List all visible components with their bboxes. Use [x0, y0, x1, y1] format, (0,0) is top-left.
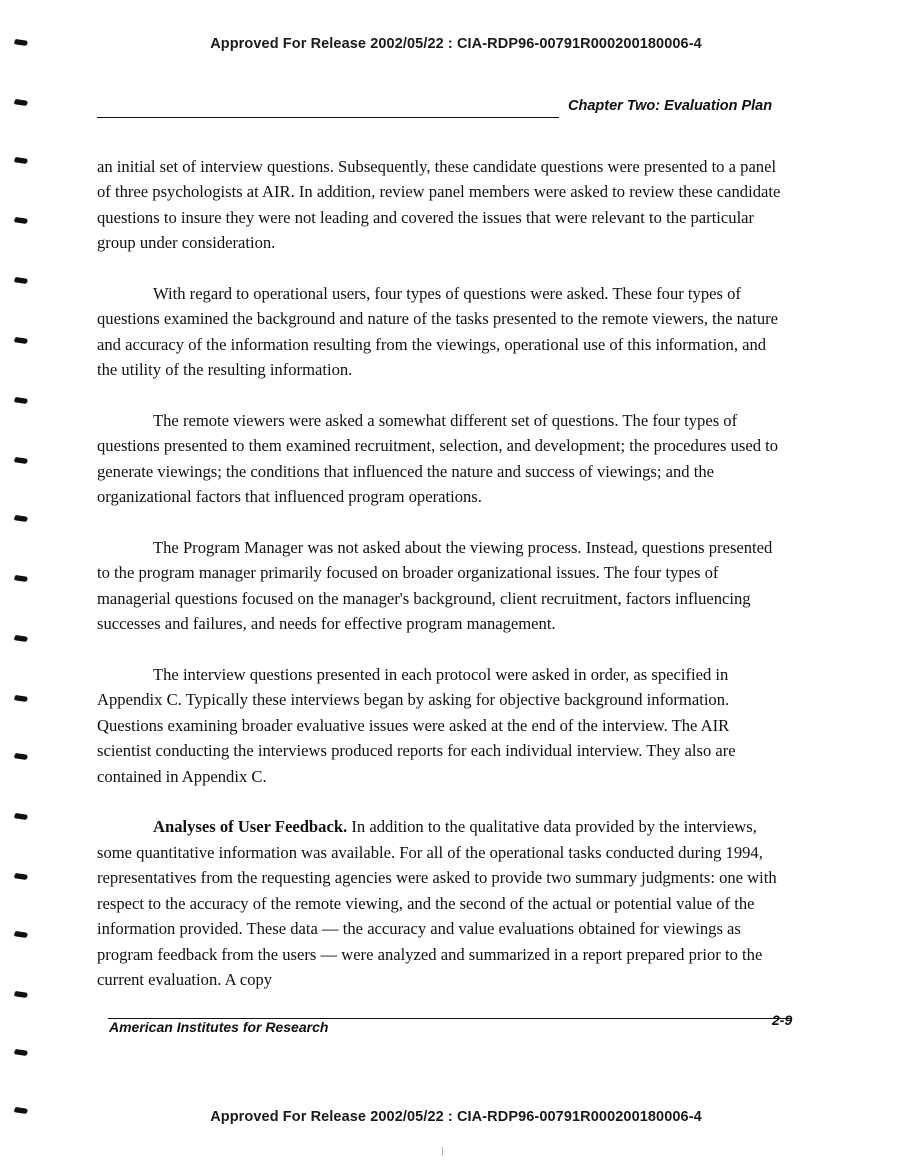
chapter-title: Chapter Two: Evaluation Plan — [568, 98, 773, 114]
punch-mark — [13, 397, 29, 404]
punch-mark — [13, 515, 29, 522]
punch-mark — [13, 813, 29, 820]
paragraph-user-feedback — [97, 814, 787, 992]
header-rule — [97, 117, 559, 118]
paragraph-operational-users: With regard to operational users, four types of questions were asked. These four types of questions examined the background and nature of the tasks presented to the remote viewers, the nature and accuracy of the information resulting from the viewings, operational use of this information, and the utility of the resulting information. — [97, 284, 779, 380]
punch-mark — [13, 217, 29, 224]
scan-mark — [442, 1147, 443, 1156]
footer-organization: American Institutes for Research — [109, 1019, 329, 1035]
paragraph-interview-protocol: The interview questions presented in each protocol were asked in order, as specified in Appendix C. Typically these interviews began by asking for objective background information. Questions examining broader evaluative issues were asked at the end of the interview. The AIR scientist conducting the interviews produced reports for each individual interview. They also are contained in Appendix C. — [97, 665, 736, 786]
punch-mark — [13, 337, 29, 344]
punch-mark — [13, 635, 29, 642]
punch-mark — [13, 695, 29, 702]
punch-mark — [13, 277, 29, 284]
punch-mark — [13, 99, 29, 106]
release-stamp-top: Approved For Release 2002/05/22 : CIA-RDP96-00791R000200180006-4 — [210, 36, 702, 52]
user-feedback-text: In addition to the qualitative data provided by the interviews, some quantitative information was available. For all of the operational tasks conducted during 1994, representatives from the requesting agencies were asked to provide two summary judgments: one with respect to the accuracy of the remote viewing, and the second of the actual or potential value of the information provided. These data — the accuracy and value evaluations obtained for viewings as program feedback from the users — were analyzed and summarized in a report prepared prior to the current evaluation. A copy — [97, 817, 777, 989]
punch-mark — [13, 991, 29, 998]
paragraph-interview-questions: an initial set of interview questions. Subsequently, these candidate questions were presented to a panel of three psychologists at AIR. In addition, review panel members were asked to review these candidate questions to insure they were not leading and covered the issues that were relevant to the particular group under consideration. — [97, 157, 781, 253]
body-text — [97, 154, 787, 1018]
punch-mark — [13, 157, 29, 164]
punch-mark — [13, 457, 29, 464]
release-stamp-bottom: Approved For Release 2002/05/22 : CIA-RDP96-00791R000200180006-4 — [210, 1109, 702, 1125]
page-number: 2-9 — [772, 1012, 793, 1028]
punch-mark — [13, 873, 29, 880]
paragraph-remote-viewers: The remote viewers were asked a somewhat different set of questions. The four types of questions presented to them examined recruitment, selection, and development; the procedures used to generate viewings; the conditions that influenced the nature and success of viewings; and the organizational factors that influenced program operations. — [97, 411, 779, 507]
section-heading-user-feedback: Analyses of User Feedback. — [153, 817, 348, 837]
punch-mark — [13, 1049, 29, 1056]
paragraph-program-manager: The Program Manager was not asked about the viewing process. Instead, questions presented to the program manager primarily focused on broader organizational issues. The four types of managerial questions focused on the manager's background, client recruitment, factors influencing successes and failures, and needs for effective program management. — [97, 538, 773, 634]
punch-mark — [13, 753, 29, 760]
punch-mark — [13, 931, 29, 938]
punch-mark — [13, 575, 29, 582]
